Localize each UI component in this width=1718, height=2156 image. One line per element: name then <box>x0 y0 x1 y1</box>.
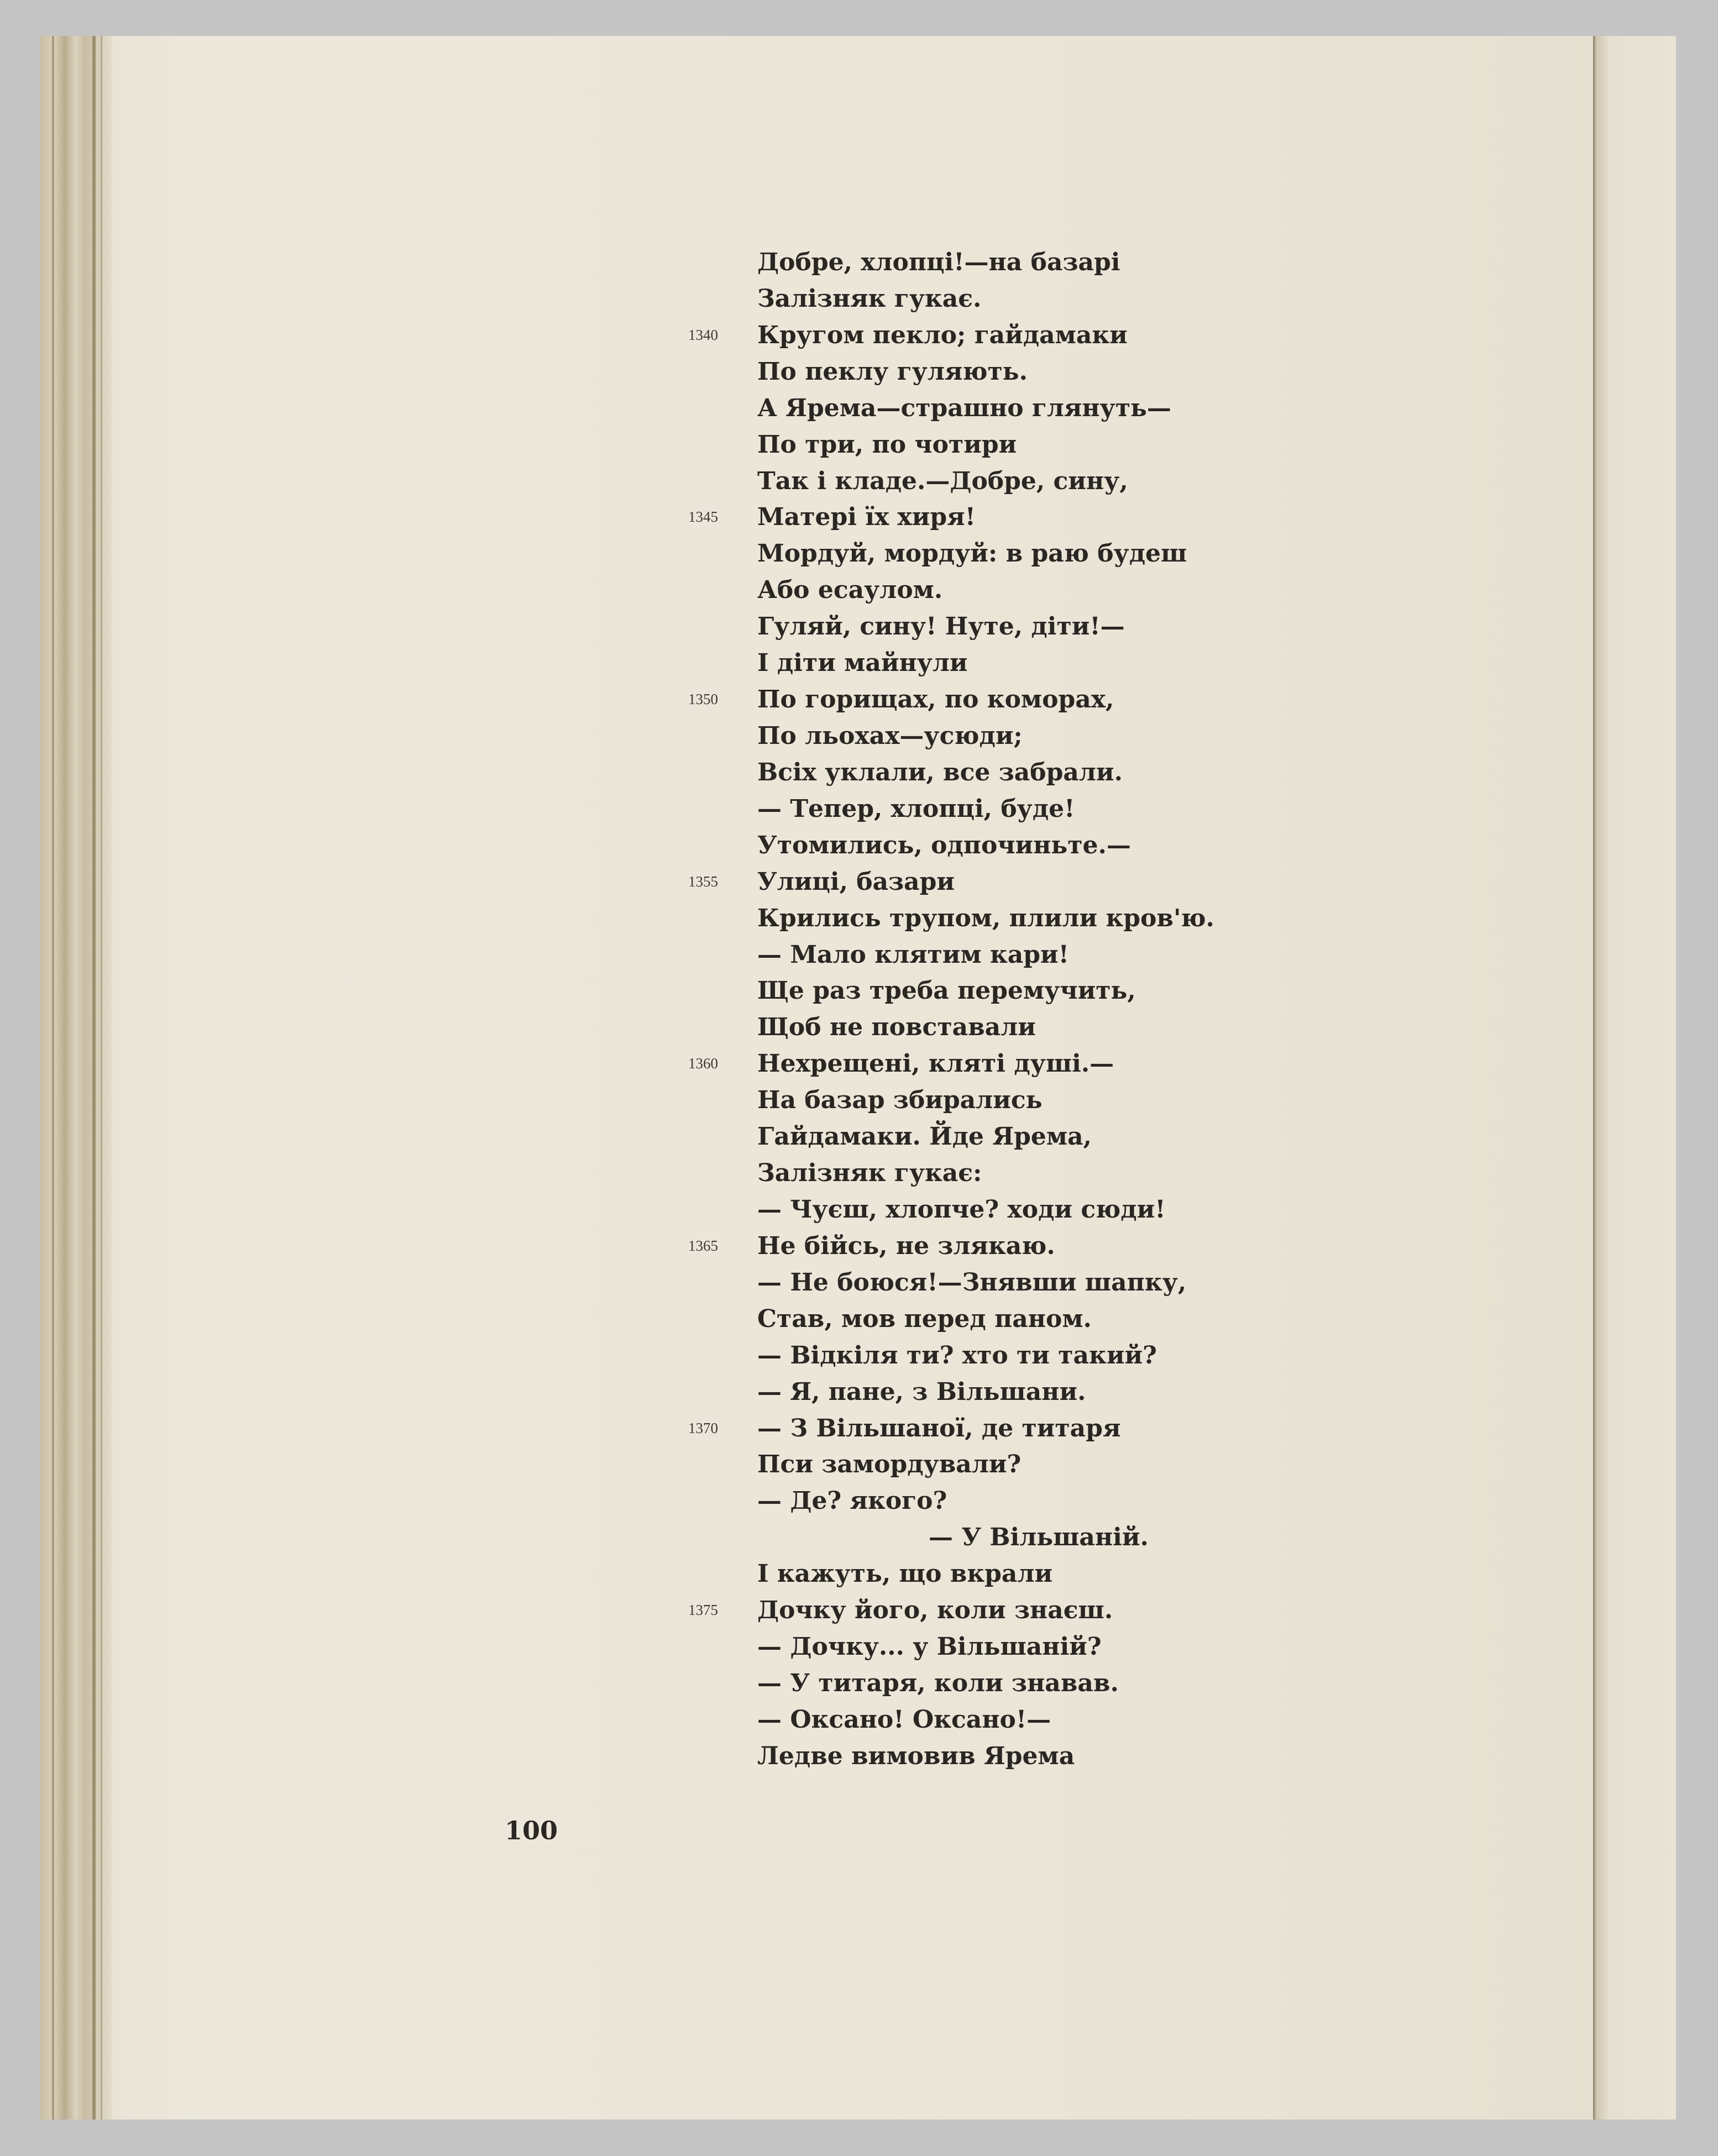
poem-line-text: І кажуть, що вкрали <box>757 1560 1053 1588</box>
poem-line <box>757 1556 1214 1592</box>
poem-line-text: Добре, хлопці!—на базарі <box>757 248 1120 276</box>
poem-line-text: — Дочку... у Вільшаній? <box>757 1633 1102 1661</box>
poem-line <box>688 499 1214 536</box>
poem-line <box>757 827 1214 864</box>
poem-line <box>757 427 1214 463</box>
poem-line-text: Кругом пекло; гайдамаки <box>757 321 1128 349</box>
poem-line <box>757 1155 1214 1192</box>
poem-line <box>757 390 1214 427</box>
poem-line <box>757 1337 1214 1374</box>
poem-line-text: Всіх уклали, все забрали. <box>757 758 1123 786</box>
poem-line <box>757 1483 1214 1519</box>
poem-line <box>757 572 1214 608</box>
poem-line-text: Пси замордували? <box>757 1450 1022 1479</box>
line-number: 1360 <box>688 1055 718 1072</box>
line-number: 1365 <box>688 1237 718 1254</box>
poem-line-text: — Чуєш, хлопче? ходи сюди! <box>757 1195 1166 1224</box>
poem-line <box>757 354 1214 390</box>
poem-line-text: — Де? якого? <box>757 1487 947 1515</box>
poem-line <box>757 1519 1214 1556</box>
poem-line-text: Улиці, базари <box>757 867 955 896</box>
poem-line-text: Залізняк гукає: <box>757 1159 982 1188</box>
poem-line <box>757 718 1214 754</box>
poem-line <box>757 463 1214 500</box>
poem-line <box>688 1592 1214 1629</box>
poem-line <box>757 1265 1214 1301</box>
poem-line-text: А Ярема—страшно глянуть— <box>757 394 1171 422</box>
poem-line-text: Ще раз треба перемучить, <box>757 977 1136 1005</box>
poem-line-text: Матері їх хиря! <box>757 503 976 532</box>
line-number: 1350 <box>688 691 718 708</box>
poem-line-text: — Відкіля ти? хто ти такий? <box>757 1341 1157 1370</box>
poem-line <box>757 1301 1214 1337</box>
poem-line-text: Так і кладе.—Добре, сину, <box>757 466 1128 495</box>
poem-line <box>757 244 1214 281</box>
spine-edge <box>101 36 102 2120</box>
poem-line-text: По горищах, по коморах, <box>757 685 1114 714</box>
poem-line <box>757 900 1214 937</box>
poem-line-text: По льохах—усюди; <box>757 721 1023 750</box>
poem-line <box>757 645 1214 681</box>
poem-line-text: По пеклу гуляють. <box>757 357 1028 386</box>
line-number: 1375 <box>688 1602 718 1619</box>
poem-line-text: — З Вільшаної, де титаря <box>757 1414 1121 1442</box>
poem-line-text: Нехрещені, кляті душі.— <box>757 1050 1114 1078</box>
poem-line <box>688 864 1214 900</box>
poem-line <box>757 937 1214 973</box>
poem-line-text: Або есаулом. <box>757 576 943 605</box>
poem-line-text: Мордуй, мордуй: в раю будеш <box>757 539 1187 568</box>
poem-line-text: Залізняк гукає. <box>757 284 982 313</box>
poem-line-text: — Я, пане, з Вільшани. <box>757 1377 1086 1406</box>
page-number: 100 <box>505 1816 558 1845</box>
poem-line <box>688 1228 1214 1265</box>
poem-line <box>757 1665 1214 1702</box>
poem-line-text: Дочку його, коли знаєш. <box>757 1596 1113 1625</box>
poem-line-text: Гайдамаки. Йде Ярема, <box>757 1122 1092 1151</box>
poem-line-text: Щоб не повставали <box>757 1013 1036 1042</box>
poem-text <box>688 244 1214 1775</box>
poem-line <box>757 1119 1214 1155</box>
poem-line <box>757 1702 1214 1738</box>
poem-line-text: — Оксано! Оксано!— <box>757 1705 1051 1734</box>
poem-line-text: Не бійсь, не злякаю. <box>757 1231 1055 1260</box>
poem-line-text: — У Вільшаній. <box>929 1523 1149 1552</box>
poem-line <box>688 681 1214 718</box>
spine-edge <box>92 36 96 2120</box>
poem-line <box>757 1082 1214 1119</box>
poem-line <box>757 1009 1214 1046</box>
poem-line-text: — Мало клятим кари! <box>757 940 1069 969</box>
poem-line <box>757 608 1214 645</box>
poem-line-text: — У титаря, коли знавав. <box>757 1669 1119 1697</box>
poem-line <box>688 317 1214 354</box>
poem-line <box>757 281 1214 317</box>
line-number: 1370 <box>688 1419 718 1436</box>
poem-line <box>757 1192 1214 1228</box>
line-number: 1345 <box>688 508 718 526</box>
poem-line-text: По три, по чотири <box>757 430 1017 459</box>
poem-line <box>757 536 1214 572</box>
poem-line-text: — Тепер, хлопці, буде! <box>757 794 1075 823</box>
line-number: 1340 <box>688 326 718 343</box>
poem-line <box>757 1446 1214 1483</box>
poem-line-text: На базар збирались <box>757 1086 1043 1115</box>
poem-line-text: Гуляй, сину! Нуте, діти!— <box>757 612 1125 641</box>
poem-line <box>757 1738 1214 1775</box>
poem-line-text: І діти майнули <box>757 649 968 678</box>
spine-edge <box>52 36 54 2120</box>
poem-line-text: Утомились, одпочиньте.— <box>757 831 1131 859</box>
poem-line <box>688 1410 1214 1447</box>
poem-line-text: — Не боюся!—Знявши шапку, <box>757 1268 1187 1297</box>
line-number: 1355 <box>688 873 718 890</box>
facing-page-edge <box>1593 36 1676 2120</box>
poem-line <box>757 1374 1214 1410</box>
poem-line <box>757 754 1214 791</box>
poem-line-text: Крились трупом, плили кров'ю. <box>757 904 1214 932</box>
book-spine <box>40 36 112 2120</box>
poem-line <box>688 1046 1214 1082</box>
poem-line <box>757 1629 1214 1665</box>
poem-line-text: Став, мов перед паном. <box>757 1304 1092 1333</box>
poem-line <box>757 791 1214 827</box>
poem-line <box>757 973 1214 1009</box>
poem-line-text: Ледве вимовив Ярема <box>757 1741 1075 1770</box>
